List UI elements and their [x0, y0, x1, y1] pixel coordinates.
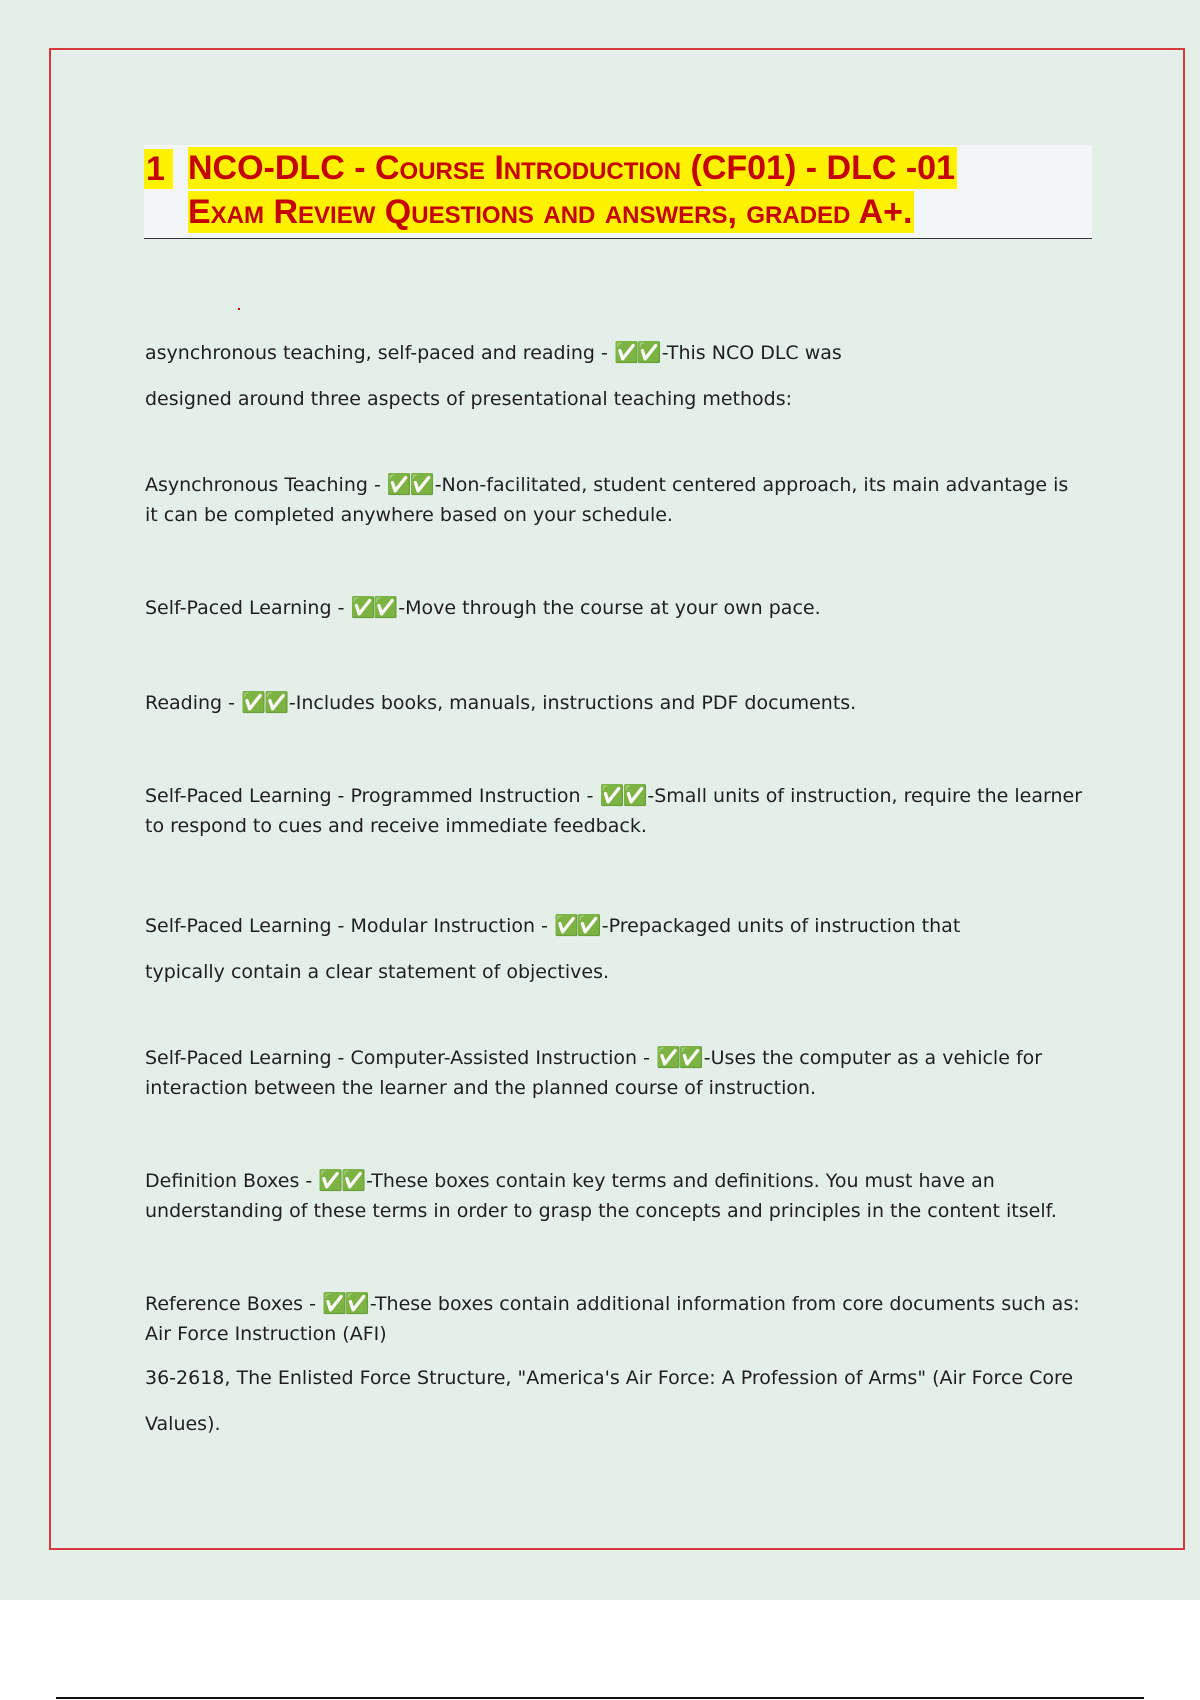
- heading-number: 1: [144, 149, 173, 189]
- double-check-icon: ✅✅: [599, 783, 646, 807]
- qa-continuation-text: 36-2618, The Enlisted Force Structure, "America's Air Force: A Profession of Arms" (Air Force Core Values).: [145, 1367, 1074, 1435]
- qa-item: Definition Boxes - ✅✅ -These boxes contain key terms and definitions. You must have an understanding of these terms in order to grasp the concepts and principles in the content itself.: [145, 1168, 1057, 1222]
- qa-term: Self-Paced Learning - Programmed Instruction: [145, 785, 581, 807]
- qa-item: Self-Paced Learning - Programmed Instruction - ✅✅ -Small units of instruction, require the learner to respond to cues and receive immediate feedback.: [145, 783, 1083, 837]
- double-check-icon: ✅✅: [386, 472, 433, 496]
- qa-definition: Uses the computer as a vehicle for interaction between the learner and the planned course of instruction.: [145, 1047, 1043, 1099]
- qa-definition: These boxes contain key terms and definitions. You must have an understanding of these terms in order to grasp the concepts and principles in the content itself.: [145, 1170, 1057, 1222]
- qa-term: Self-Paced Learning: [145, 597, 332, 619]
- qa-item: Self-Paced Learning - Modular Instruction - ✅✅ -Prepackaged units of instruction that typically contain a clear statement of objectives.: [145, 913, 961, 983]
- qa-definition: Small units of instruction, require the learner to respond to cues and receive immediate feedback.: [145, 785, 1083, 837]
- qa-item: Asynchronous Teaching - ✅✅ -Non-facilitated, student centered approach, its main advantage is it can be completed anywhere based on your schedule.: [145, 472, 1069, 526]
- double-check-icon: ✅✅: [553, 913, 600, 937]
- double-check-icon: ✅✅: [241, 690, 287, 714]
- stray-mark: [238, 308, 240, 310]
- double-check-icon: ✅✅: [655, 1045, 702, 1069]
- qa-term: Reference Boxes: [145, 1293, 304, 1315]
- qa-item: Reading - ✅✅ -Includes books, manuals, instructions and PDF documents.: [145, 690, 857, 714]
- qa-definition: Includes books, manuals, instructions and PDF documents.: [295, 692, 857, 714]
- heading-line-1: NCO-DLC - Course Introduction (CF01) - DLC -01: [188, 149, 955, 187]
- qa-term: Self-Paced Learning - Modular Instruction: [145, 915, 536, 937]
- qa-definition: These boxes contain additional information from core documents such as: Air Force Instruction (AFI): [145, 1293, 1080, 1345]
- document-heading: [144, 145, 1092, 239]
- qa-term: Self-Paced Learning - Computer-Assisted Instruction: [145, 1047, 638, 1069]
- double-check-icon: ✅✅: [350, 595, 397, 619]
- double-check-icon: ✅✅: [613, 340, 660, 364]
- qa-item: Self-Paced Learning - ✅✅ -Move through the course at your own pace.: [145, 595, 821, 619]
- double-check-icon: ✅✅: [322, 1291, 368, 1315]
- qa-item: Self-Paced Learning - Computer-Assisted Instruction - ✅✅ -Uses the computer as a vehicle for interaction between the learner and the planned course of instruction.: [145, 1045, 1043, 1099]
- qa-definition: Non-facilitated, student centered approach, its main advantage is it can be completed anywhere based on your schedule.: [145, 474, 1069, 526]
- qa-definition: This NCO DLC was designed around three aspects of presentational teaching methods:: [145, 342, 842, 410]
- qa-item: asynchronous teaching, self-paced and reading - ✅✅ -This NCO DLC was designed around three aspects of presentational teaching methods:: [145, 340, 842, 410]
- qa-term: Definition Boxes: [145, 1170, 300, 1192]
- qa-term: Asynchronous Teaching: [145, 474, 368, 496]
- qa-term: Reading: [145, 692, 223, 714]
- heading-line-2: Exam Review Questions and answers, graded A+.: [188, 193, 913, 231]
- qa-definition: Prepackaged units of instruction that typically contain a clear statement of objectives.: [145, 915, 961, 983]
- qa-definition: Move through the course at your own pace.: [405, 597, 821, 619]
- qa-term: asynchronous teaching, self-paced and reading: [145, 342, 595, 364]
- qa-continuation: [145, 1355, 1085, 1447]
- footer-divider: [56, 1697, 1144, 1699]
- double-check-icon: ✅✅: [318, 1168, 365, 1192]
- qa-item: Reference Boxes - ✅✅ -These boxes contain additional information from core documents such as: Air Force Instruction (AFI): [145, 1291, 1080, 1345]
